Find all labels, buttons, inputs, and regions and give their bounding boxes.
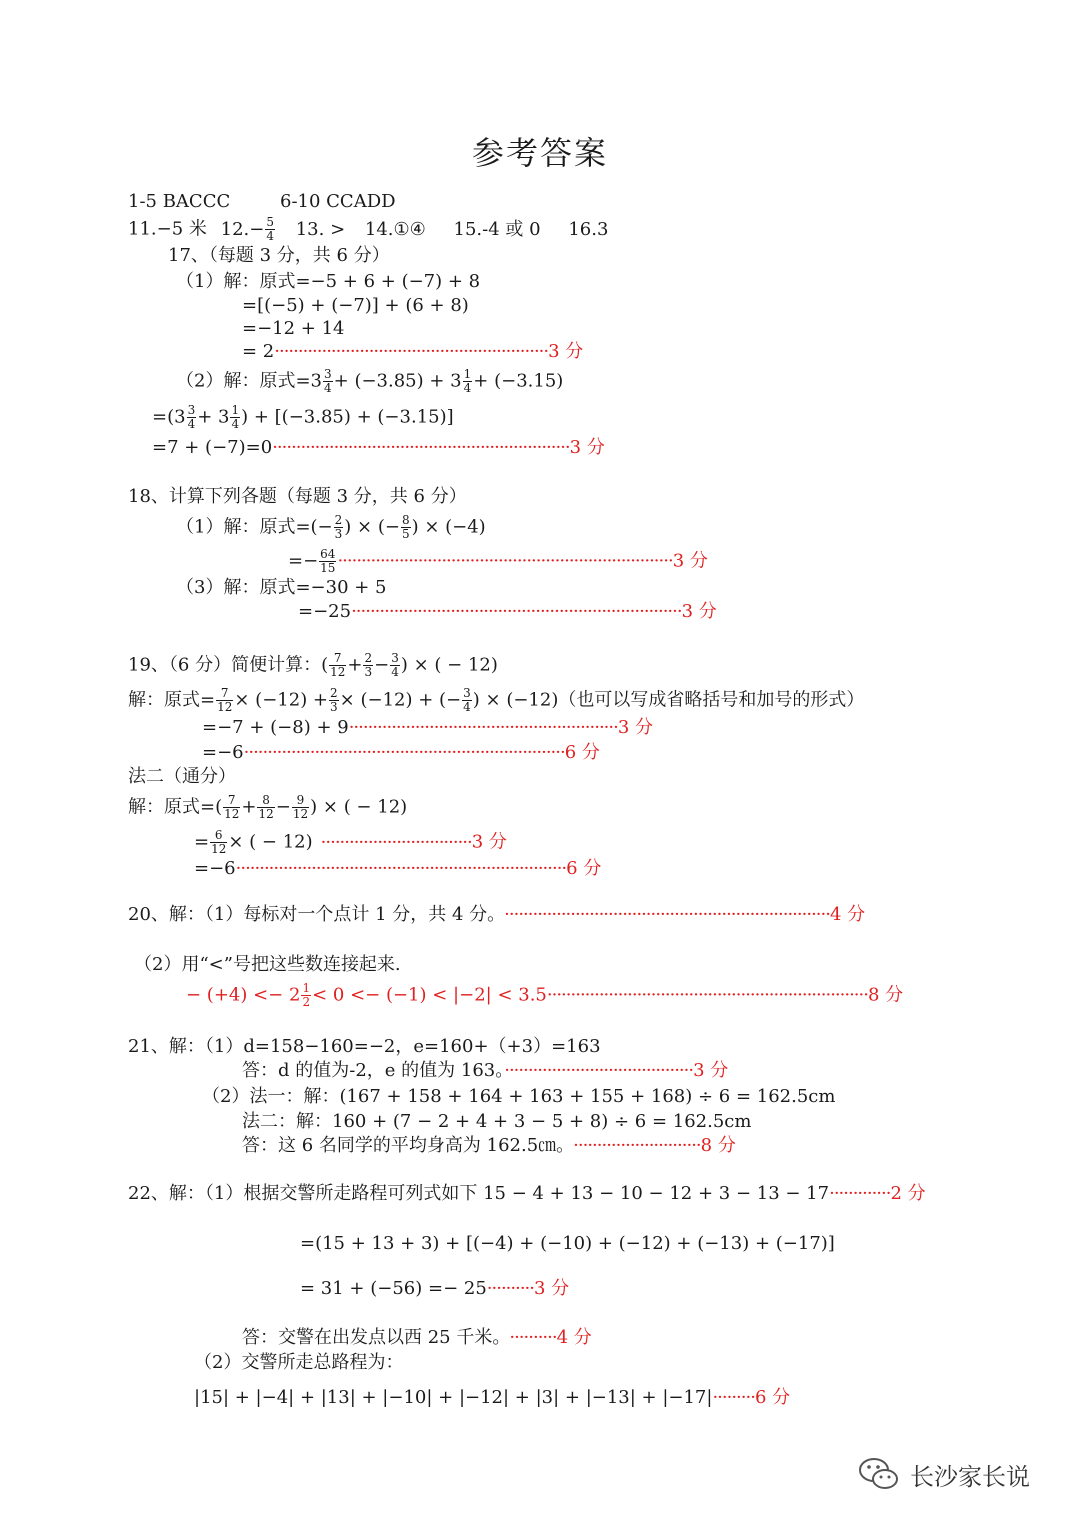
fraction bbox=[223, 794, 240, 821]
watermark-text: 长沙家长说 bbox=[910, 1462, 1030, 1491]
denominator: 3 bbox=[330, 700, 338, 714]
q17-p2-text: + 3 bbox=[197, 406, 230, 428]
q19-line2 bbox=[202, 716, 653, 740]
numerator: 7 bbox=[216, 687, 233, 701]
wechat-icon bbox=[858, 1455, 900, 1493]
q20-text: 20、解：（1）每标对一个点计 1 分，共 4 分。 bbox=[128, 904, 497, 925]
q19-text: × (−12) + (− bbox=[339, 689, 462, 711]
q19-header: 19、（6 分）简便计算：( $\frac{7}{12}$ + $\frac{2}{3}$ − $\frac{3}{4}$ ) × ( − 12) bbox=[128, 651, 498, 679]
q22-text: 22、解：（1）根据交警所走路程可列式如下 15 − 4 + 13 − 10 − 12 + 3 − 13 − 17 bbox=[128, 1183, 830, 1204]
numerator: 1 bbox=[231, 403, 240, 417]
q18-p3-line2 bbox=[298, 600, 717, 624]
score-dots: ······································································ bbox=[351, 601, 682, 622]
q19-text: × (−12) + bbox=[234, 689, 329, 711]
denominator: 4 bbox=[231, 417, 240, 431]
score-dots: ···································································· bbox=[243, 742, 565, 763]
q21-line1: 21、解：（1）d=158−160=−2，e=160+（+3）=163 bbox=[128, 1036, 601, 1057]
q17-p2-text: （2）解：原式=3 bbox=[176, 370, 322, 392]
fraction bbox=[265, 216, 275, 243]
fraction bbox=[319, 548, 336, 575]
denominator: 12 bbox=[211, 842, 227, 856]
q19-text: ) × (−12)（也可以写成省略括号和加号的形式） bbox=[472, 689, 865, 711]
score-dots: ······························································· bbox=[272, 437, 570, 458]
denominator: 12 bbox=[258, 807, 274, 821]
fraction bbox=[257, 794, 274, 821]
score-label: 3 分 bbox=[681, 601, 717, 622]
score-label: 3 分 bbox=[534, 1278, 570, 1299]
q19-text: 解：原式=( bbox=[128, 796, 223, 818]
numerator: 1 bbox=[463, 367, 472, 381]
fraction bbox=[216, 687, 233, 714]
fraction bbox=[187, 404, 197, 431]
q22-line2: =(15 + 13 + 3) + [(−4) + (−10) + (−12) + (−13) + (−17)] bbox=[300, 1233, 835, 1254]
q18-p3-line1: （3）解：原式=−30 + 5 bbox=[176, 577, 387, 598]
numerator: 8 bbox=[257, 794, 274, 808]
fraction bbox=[462, 687, 472, 714]
q22-text: = 31 + (−56) =− 25 bbox=[300, 1278, 487, 1299]
numerator: 3 bbox=[187, 403, 196, 417]
q17-header: 17、（每题 3 分，共 6 分） bbox=[168, 245, 390, 266]
q17-p2-line1 bbox=[176, 368, 563, 395]
answer-11: 11.−5 米 bbox=[128, 218, 207, 240]
fraction bbox=[363, 652, 373, 679]
q20-line2: （2）用“<”号把这些数连接起来. bbox=[134, 954, 401, 975]
q19-alt-header: 法二（通分） bbox=[128, 766, 236, 787]
numerator: 9 bbox=[292, 794, 309, 808]
q19-text: =−6 bbox=[202, 742, 244, 763]
q22-line5: （2）交警所走总路程为： bbox=[194, 1352, 404, 1373]
q17-p2-text: + (−3.85) + 3 bbox=[333, 370, 462, 392]
q19-text: ) × ( − 12) bbox=[400, 654, 498, 676]
denominator: 12 bbox=[330, 665, 346, 679]
q18-p1-result: =− bbox=[288, 550, 319, 572]
fraction bbox=[463, 368, 473, 395]
q20-text: − (+4) <− 2 bbox=[186, 984, 301, 1006]
q18-p1-text: ) × (−4) bbox=[411, 516, 486, 538]
denominator: 5 bbox=[401, 527, 410, 541]
score-label: 6 分 bbox=[564, 742, 600, 763]
q19-text: =−6 bbox=[194, 858, 236, 879]
answer-13: 13. > bbox=[295, 218, 346, 240]
answer-15: 15.-4 或 0 bbox=[453, 218, 541, 240]
q19-alt-line2: = $\frac{6}{12}$ × ( − 12) ································3 分 bbox=[194, 828, 507, 856]
denominator: 3 bbox=[334, 527, 343, 541]
q19-alt-line1: 解：原式=( $\frac{7}{12}$ + $\frac{8}{12}$ − $\frac{9}{12}$ ) × ( − 12) bbox=[128, 793, 408, 821]
q21-text: 答：这 6 名同学的平均身高为 162.5㎝。 bbox=[242, 1135, 566, 1156]
q19-text: × ( − 12) bbox=[228, 831, 313, 853]
numerator: 3 bbox=[463, 686, 471, 700]
score-dots: ····································································· bbox=[504, 904, 830, 925]
score-dots: ························································· bbox=[348, 717, 618, 738]
q17-p1-line4 bbox=[242, 340, 583, 364]
score-label: 3 分 bbox=[672, 550, 708, 572]
answer-12 bbox=[220, 215, 276, 243]
score-label: 3 分 bbox=[548, 341, 584, 362]
score-label: 4 分 bbox=[556, 1327, 592, 1348]
q19-line3 bbox=[202, 741, 600, 765]
numerator: 2 bbox=[330, 686, 338, 700]
score-dots: ·········· bbox=[509, 1327, 557, 1348]
q20-line3 bbox=[186, 982, 903, 1009]
score-dots: ·········· bbox=[486, 1278, 534, 1299]
q21-line5 bbox=[242, 1134, 736, 1158]
score-dots: ·························································· bbox=[274, 341, 549, 362]
numerator: 5 bbox=[266, 215, 274, 229]
denominator: 12 bbox=[217, 700, 233, 714]
q21-line2 bbox=[242, 1059, 728, 1083]
q21-text: 答：d 的值为-2，e 的值为 163。 bbox=[242, 1060, 505, 1081]
score-label: 2 分 bbox=[890, 1183, 926, 1204]
denominator: 12 bbox=[292, 807, 309, 821]
numerator: 64 bbox=[320, 547, 336, 561]
q22-line3 bbox=[300, 1277, 569, 1301]
answer-16: 16.3 bbox=[568, 218, 609, 240]
q17-p2-line2 bbox=[152, 404, 454, 431]
q22-line6 bbox=[194, 1386, 790, 1410]
q21-line4: 法二：解：160 + (7 − 2 + 4 + 3 − 5 + 8) ÷ 6 = 162.5cm bbox=[242, 1111, 752, 1132]
q19-line1 bbox=[128, 687, 864, 714]
score-label: 3 分 bbox=[693, 1060, 729, 1081]
q19-text: ) × ( − 12) bbox=[310, 796, 408, 818]
q18-p1-line2 bbox=[288, 548, 708, 575]
q19-text: 解：原式= bbox=[128, 689, 216, 711]
score-dots: ······································································ bbox=[235, 858, 567, 879]
page-title: 参考答案 bbox=[471, 134, 608, 172]
denominator: 15 bbox=[320, 561, 336, 575]
score-label: 8 分 bbox=[867, 984, 904, 1006]
score-label: 6 分 bbox=[754, 1387, 791, 1408]
score-label: 4 分 bbox=[829, 904, 866, 925]
score-dots: ··························· bbox=[573, 1135, 701, 1156]
numerator: 6 bbox=[210, 829, 227, 843]
fraction bbox=[292, 794, 309, 821]
q20-line1 bbox=[128, 903, 865, 927]
mc-answers-6-10: 6-10 CCADD bbox=[280, 191, 396, 212]
fraction bbox=[210, 829, 227, 856]
fraction bbox=[329, 652, 346, 679]
numerator: 8 bbox=[401, 513, 410, 527]
answer-14: 14.①④ bbox=[364, 218, 426, 240]
score-label: 6 分 bbox=[566, 858, 602, 879]
score-dots: ········································ bbox=[504, 1060, 694, 1081]
denominator: 2 bbox=[302, 995, 311, 1009]
q17-p2-text: ) + [(−3.85) + (−3.15)] bbox=[241, 406, 454, 428]
q17-p2-text: + (−3.15) bbox=[473, 370, 564, 392]
score-dots: ········· bbox=[712, 1387, 755, 1408]
fraction bbox=[334, 514, 344, 541]
q21-line3: （2）法一：解：(167 + 158 + 164 + 163 + 155 + 168) ÷ 6 = 162.5cm bbox=[202, 1086, 836, 1107]
score-dots: ············· bbox=[829, 1183, 891, 1204]
fraction bbox=[301, 982, 311, 1009]
q18-p3-result: =−25 bbox=[298, 601, 352, 622]
numerator: 2 bbox=[364, 651, 373, 665]
score-label: 8 分 bbox=[700, 1135, 736, 1156]
q22-text: 答：交警在出发点以西 25 千米。 bbox=[242, 1327, 502, 1348]
fraction bbox=[329, 687, 339, 714]
numerator: 3 bbox=[324, 367, 332, 381]
q17-p1-line2: =[(−5) + (−7)] + (6 + 8) bbox=[242, 295, 469, 316]
q17-p2-line3 bbox=[152, 436, 605, 460]
denominator: 3 bbox=[364, 665, 373, 679]
mc-answers-1-5: 1-5 BACCC bbox=[128, 191, 231, 212]
q17-p1-line1: （1）解：原式=−5 + 6 + (−7) + 8 bbox=[176, 271, 481, 292]
numerator: 1 bbox=[302, 981, 311, 995]
fraction bbox=[230, 404, 240, 431]
q20-text: < 0 <− (−1) < |−2| < 3.5 bbox=[312, 984, 547, 1006]
score-dots: ································ bbox=[320, 831, 472, 853]
denominator: 4 bbox=[187, 417, 196, 431]
q17-p2-text: =(3 bbox=[152, 406, 186, 428]
numerator: 2 bbox=[334, 513, 343, 527]
q22-line1 bbox=[128, 1182, 926, 1206]
q17-p1-result: = 2 bbox=[242, 341, 275, 362]
score-dots: ···································································· bbox=[546, 984, 868, 1006]
numerator: 7 bbox=[223, 794, 240, 808]
denominator: 4 bbox=[391, 665, 399, 679]
q19-alt-line3 bbox=[194, 857, 601, 881]
denominator: 4 bbox=[266, 229, 274, 243]
score-label: 3 分 bbox=[471, 831, 507, 853]
numerator: 7 bbox=[329, 652, 346, 666]
q22-text: |15| + |−4| + |13| + |−10| + |−12| + |3| + |−13| + |−17| bbox=[194, 1387, 713, 1408]
fraction bbox=[390, 652, 400, 679]
score-label: 3 分 bbox=[617, 717, 654, 738]
watermark bbox=[858, 1455, 1030, 1493]
fraction bbox=[401, 514, 411, 541]
score-label: 3 分 bbox=[569, 437, 605, 458]
q17-p1-line3: =−12 + 14 bbox=[242, 318, 345, 339]
denominator: 4 bbox=[463, 381, 472, 395]
answer-12-prefix: 12.− bbox=[220, 218, 265, 240]
q22-line4 bbox=[242, 1326, 592, 1350]
q18-p1-text: （1）解：原式=(− bbox=[176, 516, 333, 538]
score-dots: ······································································· bbox=[337, 550, 673, 572]
q19-text: 19、（6 分）简便计算：( bbox=[128, 654, 329, 676]
fill-answers bbox=[128, 216, 608, 243]
q19-text: =−7 + (−8) + 9 bbox=[202, 717, 349, 738]
q17-p2-result: =7 + (−7)=0 bbox=[152, 437, 273, 458]
denominator: 4 bbox=[463, 700, 471, 714]
q18-header: 18、计算下列各题（每题 3 分，共 6 分） bbox=[128, 486, 467, 507]
denominator: 4 bbox=[324, 381, 332, 395]
numerator: 3 bbox=[391, 651, 399, 665]
q18-p1-text: ) × (− bbox=[344, 516, 400, 538]
denominator: 12 bbox=[224, 807, 240, 821]
fraction bbox=[323, 368, 333, 395]
q18-p1-line1 bbox=[176, 514, 486, 541]
